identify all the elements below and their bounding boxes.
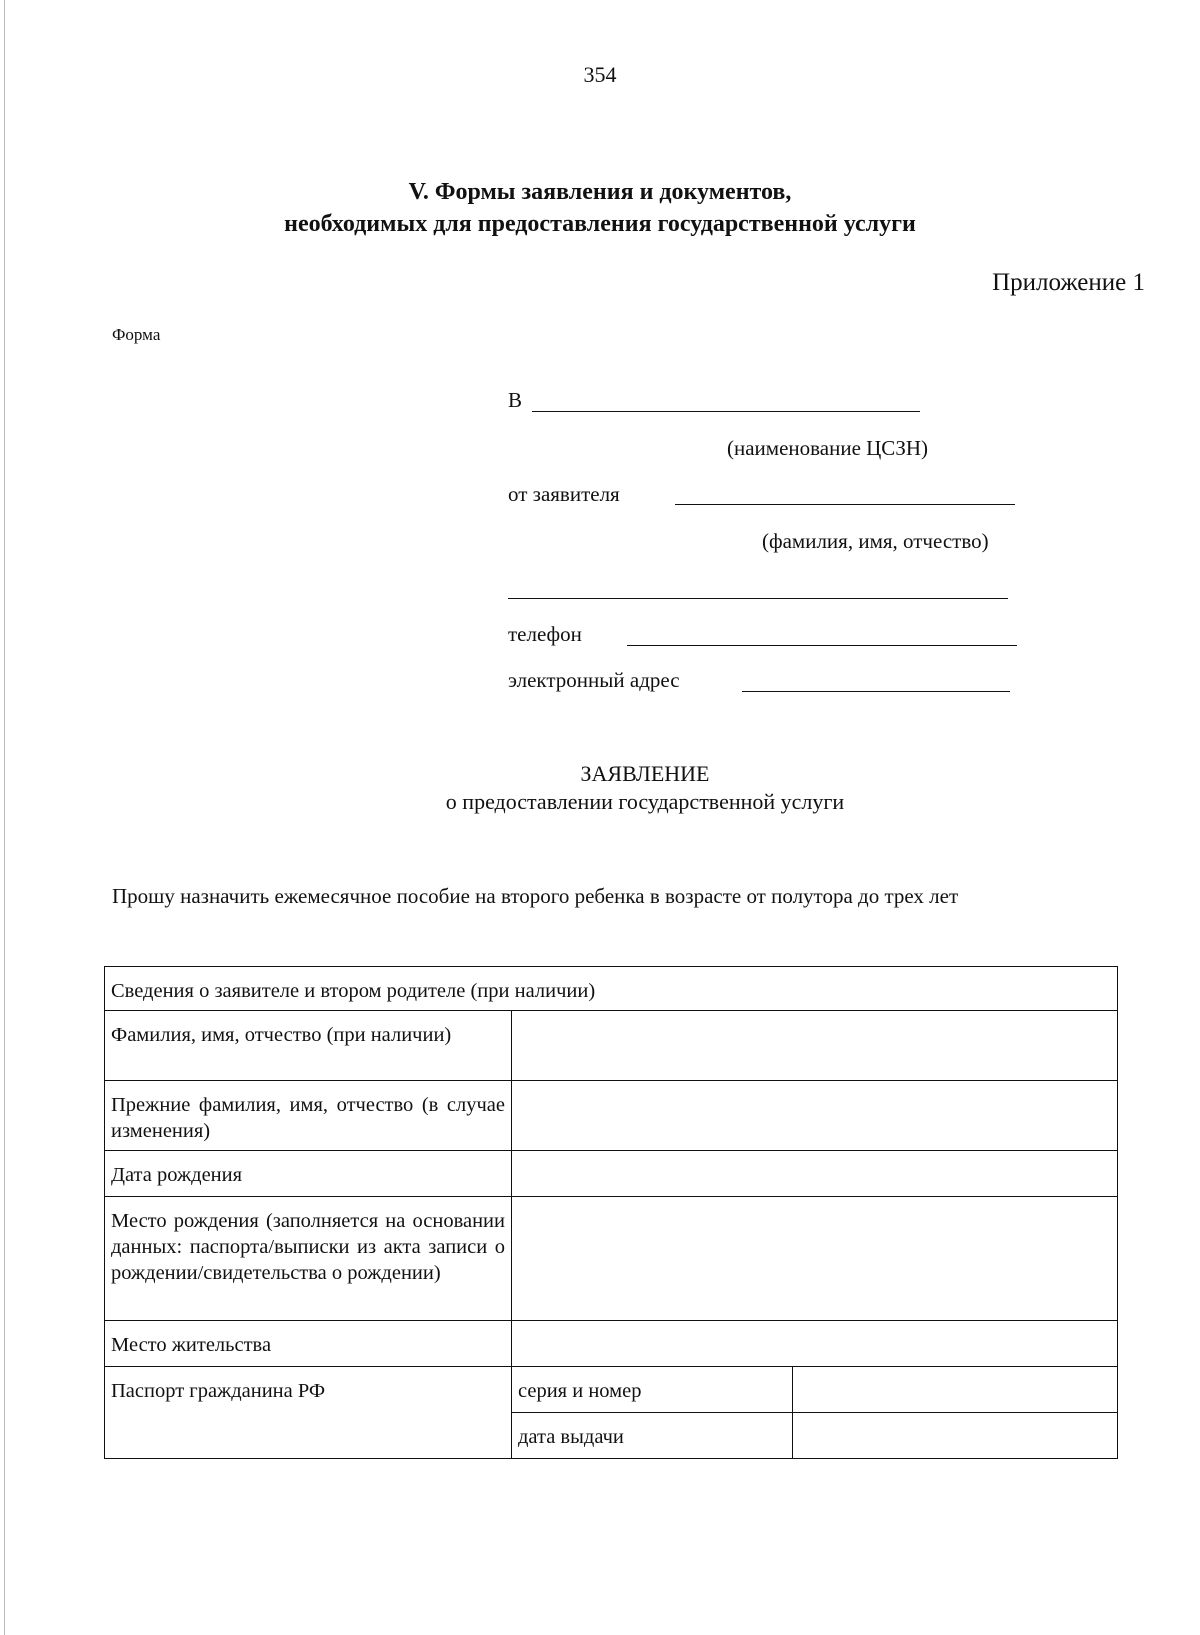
table-row xyxy=(105,1367,1118,1413)
row-label-fio: Фамилия, имя, отчество (при наличии) xyxy=(105,1011,512,1081)
statement-subtitle: о предоставлении государственной услуги xyxy=(445,789,845,814)
to-prefix: В xyxy=(508,388,523,412)
from-caption: (фамилия, имя, отчество) xyxy=(762,529,989,553)
email-field-line[interactable] xyxy=(742,691,1010,692)
row-value-fio[interactable] xyxy=(512,1011,1118,1081)
from-label: от заявителя xyxy=(508,482,620,506)
section-title-line-2: необходимых для предоставления государственной услуги xyxy=(284,211,916,237)
row-label-birth-date: Дата рождения xyxy=(105,1151,512,1197)
section-title xyxy=(0,176,1200,240)
table-row xyxy=(105,1321,1118,1367)
email-label: электронный адрес xyxy=(508,668,680,692)
from-field-line[interactable] xyxy=(675,504,1015,505)
row-value-birth-date[interactable] xyxy=(512,1151,1118,1197)
phone-field-line[interactable] xyxy=(627,645,1017,646)
form-label: Форма xyxy=(112,325,161,344)
passport-series-value[interactable] xyxy=(793,1367,1118,1413)
table-row xyxy=(105,1081,1118,1151)
row-label-passport: Паспорт гражданина РФ xyxy=(105,1367,512,1459)
table-header: Сведения о заявителе и втором родителе (при наличии) xyxy=(105,967,1118,1011)
row-label-residence: Место жительства xyxy=(105,1321,512,1367)
from-field-line-2[interactable] xyxy=(508,598,1008,599)
row-label-previous-fio: Прежние фамилия, имя, отчество (в случае изменения) xyxy=(105,1081,512,1151)
scan-edge-divider xyxy=(4,0,5,1635)
table-row xyxy=(105,1151,1118,1197)
row-label-birth-place: Место рождения (заполняется на основании данных: паспорта/выписки из акта записи о рождении/свидетельства о рождении) xyxy=(105,1197,512,1321)
table-row xyxy=(105,1197,1118,1321)
page-number: 354 xyxy=(583,62,617,87)
passport-date-label: дата выдачи xyxy=(512,1413,793,1459)
applicant-info-table xyxy=(104,966,1118,1459)
passport-series-label: серия и номер xyxy=(512,1367,793,1413)
to-caption: (наименование ЦСЗН) xyxy=(727,436,928,460)
row-value-birth-place[interactable] xyxy=(512,1197,1118,1321)
request-text: Прошу назначить ежемесячное пособие на второго ребенка в возрасте от полутора до трех лет xyxy=(112,884,959,908)
to-field-line[interactable] xyxy=(532,411,920,412)
statement-heading xyxy=(0,760,1200,816)
row-value-residence[interactable] xyxy=(512,1321,1118,1367)
passport-date-value[interactable] xyxy=(793,1413,1118,1459)
row-value-previous-fio[interactable] xyxy=(512,1081,1118,1151)
phone-label: телефон xyxy=(508,622,582,646)
section-title-line-1: V. Формы заявления и документов, xyxy=(408,179,792,205)
statement-title: ЗАЯВЛЕНИЕ xyxy=(580,761,710,786)
appendix-label: Приложение 1 xyxy=(992,269,1145,296)
table-header-row xyxy=(105,967,1118,1011)
table-row xyxy=(105,1011,1118,1081)
